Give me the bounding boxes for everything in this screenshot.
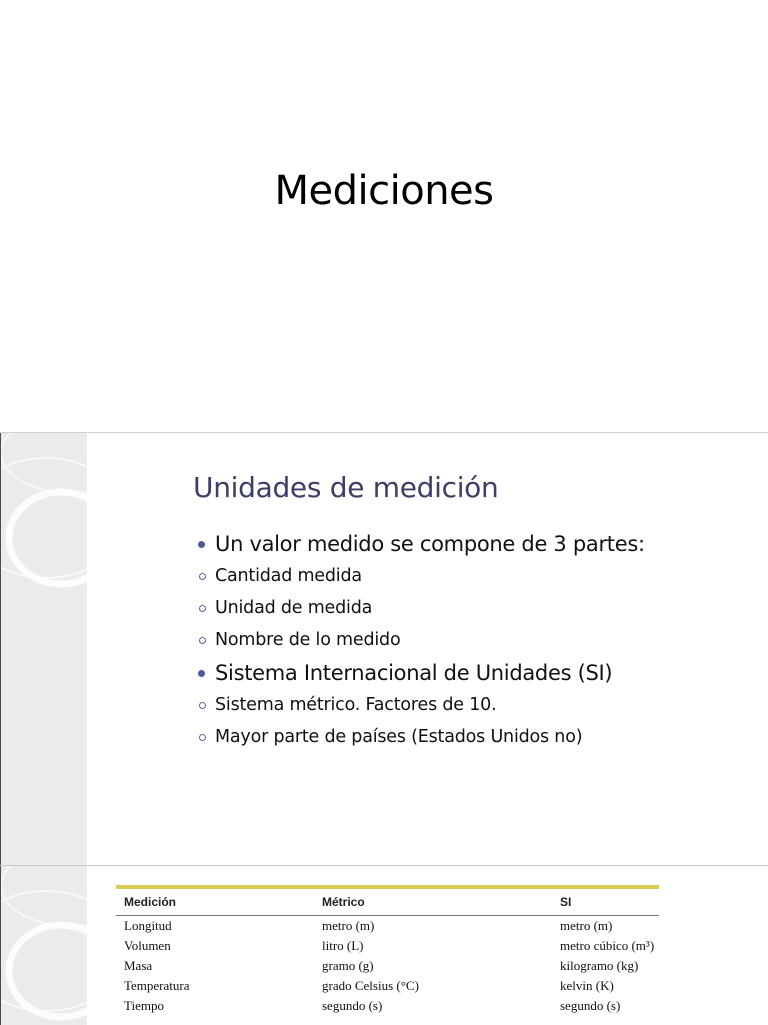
units-table bbox=[116, 889, 659, 915]
column-header: SI bbox=[560, 895, 572, 909]
table-cell: grado Celsius (°C) bbox=[322, 978, 419, 993]
sub-bullet-item bbox=[198, 592, 645, 624]
table-cell: litro (L) bbox=[322, 938, 364, 953]
table-row bbox=[116, 956, 659, 976]
table-cell: Temperatura bbox=[124, 978, 190, 993]
table-row bbox=[116, 936, 659, 956]
swirl-decoration-icon bbox=[1, 866, 87, 1025]
table-cell: metro (m) bbox=[322, 918, 375, 933]
ring-bullet-icon bbox=[199, 734, 206, 741]
table-cell: Masa bbox=[124, 958, 153, 973]
table-cell: Volumen bbox=[124, 938, 171, 953]
bullet-item bbox=[198, 529, 645, 560]
table-header-row bbox=[116, 889, 659, 915]
table-cell: kilogramo (kg) bbox=[560, 958, 639, 973]
column-header: Medición bbox=[124, 895, 177, 909]
decorative-sidebar bbox=[0, 866, 87, 1025]
slide-heading: Unidades de medición bbox=[193, 471, 499, 504]
ring-bullet-icon bbox=[199, 573, 206, 580]
sub-bullet-text: Unidad de medida bbox=[215, 598, 373, 618]
units-table-container bbox=[116, 885, 659, 1016]
bullet-text: Un valor medido se compone de 3 partes: bbox=[215, 532, 645, 556]
decorative-sidebar bbox=[0, 433, 87, 866]
bullet-dot-icon bbox=[198, 541, 205, 548]
ring-bullet-icon bbox=[199, 605, 206, 612]
bullet-dot-icon bbox=[198, 670, 205, 677]
sub-bullet-text: Cantidad medida bbox=[215, 566, 362, 586]
slide-title: Mediciones bbox=[274, 168, 494, 214]
table-row bbox=[116, 996, 659, 1016]
sub-bullet-item bbox=[198, 721, 645, 753]
ring-bullet-icon bbox=[199, 637, 206, 644]
table-cell: segundo (s) bbox=[560, 998, 621, 1013]
table-cell: Tiempo bbox=[124, 998, 164, 1013]
sub-bullet-list bbox=[198, 689, 645, 753]
title-slide bbox=[0, 0, 768, 432]
list-item bbox=[198, 658, 645, 753]
sub-bullet-text: Nombre de lo medido bbox=[215, 630, 401, 650]
sub-bullet-item bbox=[198, 624, 645, 656]
ring-bullet-icon bbox=[199, 702, 206, 709]
bullet-item bbox=[198, 658, 645, 689]
table-row bbox=[116, 916, 659, 936]
sub-bullet-text: Mayor parte de países (Estados Unidos no) bbox=[215, 727, 583, 747]
table-slide bbox=[0, 865, 768, 1025]
table-cell: gramo (g) bbox=[322, 958, 374, 973]
table-cell: kelvin (K) bbox=[560, 978, 614, 993]
content-slide bbox=[0, 432, 768, 866]
table-row bbox=[116, 976, 659, 996]
swirl-decoration-icon bbox=[1, 433, 87, 866]
table-cell: metro cúbico (m³) bbox=[560, 938, 655, 953]
sub-bullet-item bbox=[198, 689, 645, 721]
units-table-body bbox=[116, 916, 659, 1016]
table-cell: Longitud bbox=[124, 918, 172, 933]
sub-bullet-list bbox=[198, 560, 645, 656]
column-header: Métrico bbox=[322, 895, 365, 909]
bullet-text: Sistema Internacional de Unidades (SI) bbox=[215, 661, 613, 685]
list-item bbox=[198, 529, 645, 656]
sub-bullet-text: Sistema métrico. Factores de 10. bbox=[215, 695, 497, 715]
table-cell: metro (m) bbox=[560, 918, 613, 933]
sub-bullet-item bbox=[198, 560, 645, 592]
table-cell: segundo (s) bbox=[322, 998, 383, 1013]
bullet-list bbox=[198, 529, 645, 755]
